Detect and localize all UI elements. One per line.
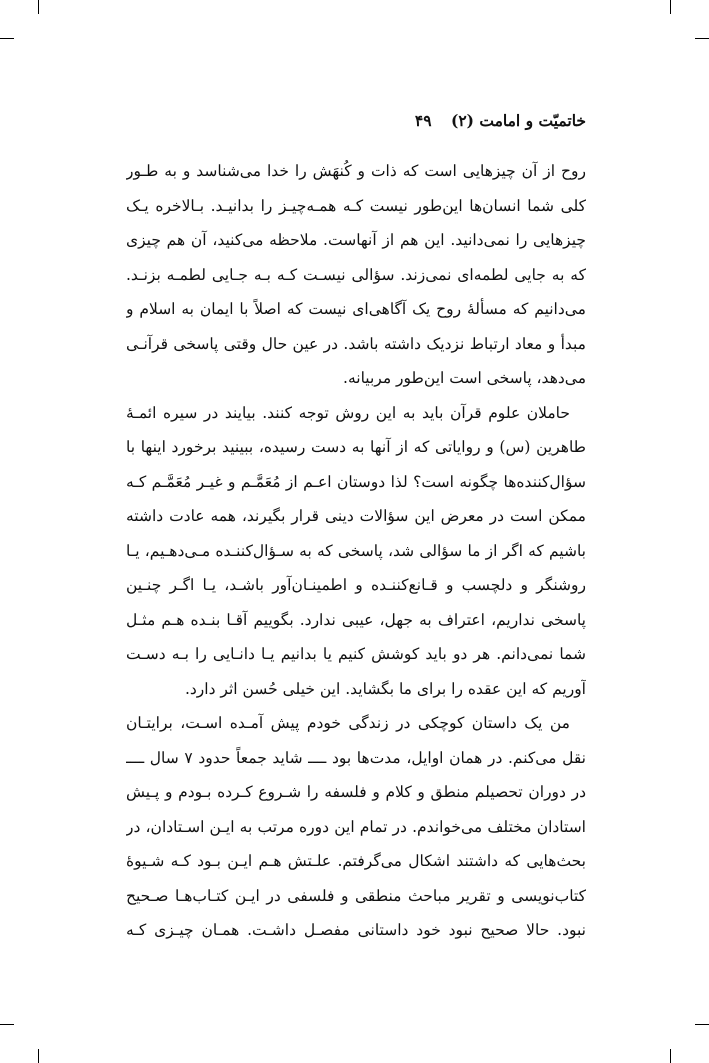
text-line: کلی شما انسان‌ها این‌طور نیست کـه همـه‌چیـز را بدانیـد. بـالاخره یـک xyxy=(126,196,586,215)
text-line: نقل می‌کنم. در همان اوایل، مدت‌ها بود ــــ شاید جمعاً حدود ۷ سال ــــ xyxy=(126,748,586,767)
text-line: که به جایی لطمه‌ای نمی‌زند. سؤالی نیسـت کـه بـه جـایی لطمـه بزنـد. xyxy=(126,265,586,284)
crop-mark-top-left-horizontal xyxy=(0,38,14,39)
text-line: نبود. حالا صحیح نبود خود داستانی مفصـل داشـت. همـان چیـزی کـه xyxy=(126,921,586,939)
text-line: روح از آن چیزهایی است که ذات و کُنهَش را خدا می‌شناسد و به طـور xyxy=(126,162,586,180)
text-line: روشنگر و دلچسب و قـانع‌کننـده و اطمینـان‌آور باشـد، یـا اگـر چنـین xyxy=(126,576,586,594)
text-line: می‌دهد، پاسخی است این‌طور مربیانه. xyxy=(343,369,586,387)
crop-mark-bottom-left-vertical xyxy=(38,1049,39,1063)
text-line: باشیم که اگر از ما سؤالی شد، پاسخی که به سـؤال‌کننـده مـی‌دهـیم، یـا xyxy=(126,541,586,560)
text-line: مبدأ و معاد ارتباط نزدیک داشته باشد. در عین حال وقتی پاسخی قرآنـی xyxy=(126,334,586,353)
text-line: پاسخی نداریم، اعتراف به جهل، عیبی ندارد. بگوییم آقـا بنـده هـم مثـل xyxy=(126,610,586,629)
text-line: حاملان علوم قرآن باید به این روش توجه کنند. بیایند در سیره ائمـهٔ xyxy=(126,403,570,422)
text-line: شما نمی‌دانم. هر دو باید کوشش کنیم یا بدانیم یـا دانـایی را بـه دسـت xyxy=(126,645,586,663)
body-text xyxy=(126,154,586,948)
crop-mark-top-right-horizontal xyxy=(695,38,709,39)
page-number: ۴۹ xyxy=(414,111,432,130)
crop-mark-bottom-left-horizontal xyxy=(0,1024,14,1025)
text-line: چیزهایی را نمی‌دانید. این هم از آنهاست. ملاحظه می‌کنید، آن هم چیزی xyxy=(126,231,586,249)
text-line: سؤال‌کننده‌ها چگونه است؟ لذا دوستان اعـم از مُعَمَّـم و غیـر مُعَمَّـم کـه xyxy=(126,472,586,491)
crop-mark-top-right-vertical xyxy=(670,0,671,14)
text-line: استادان مختلف می‌خواندم. در تمام این دوره مرتب به ایـن اسـتادان، در xyxy=(126,817,586,836)
crop-mark-top-left-vertical xyxy=(38,0,39,14)
text-line: ممکن است در معرض این سؤالات دینی قرار بگیرند، همه عادت داشته xyxy=(126,507,586,525)
text-line: بحث‌هایی که داشتند اشکال می‌گرفتم. علـتش هـم ایـن بـود کـه شـیوهٔ xyxy=(126,852,586,870)
chapter-title: خاتمیّت و امامت (۲) xyxy=(450,111,586,130)
text-line: طاهرین (س) و روایاتی که از آنها به دست رسیده، ببینید برخورد اینها با xyxy=(126,438,586,456)
crop-mark-bottom-right-horizontal xyxy=(695,1024,709,1025)
text-line: می‌دانیم که مسألهٔ روح یک آگاهی‌ای نیست که اصلاً با ایمان به اسلام و xyxy=(126,300,586,318)
text-line: آوریم که این عقده را برای ما بگشاید. این خیلی حُسن اثر دارد. xyxy=(184,679,586,698)
crop-mark-bottom-right-vertical xyxy=(670,1049,671,1063)
text-line: کتاب‌نویسی و تقریر مباحث منطقی و فلسفی در ایـن کتـاب‌هـا صـحیح xyxy=(126,886,586,905)
text-line: من یک داستان کوچکی در زندگی خودم پیش آمـده اسـت، برایتـان xyxy=(126,714,570,732)
text-line: در دوران تحصیلم منطق و کلام و فلسفه را شـروع کـرده بـودم و پـیش xyxy=(126,783,586,801)
running-header xyxy=(126,106,586,136)
